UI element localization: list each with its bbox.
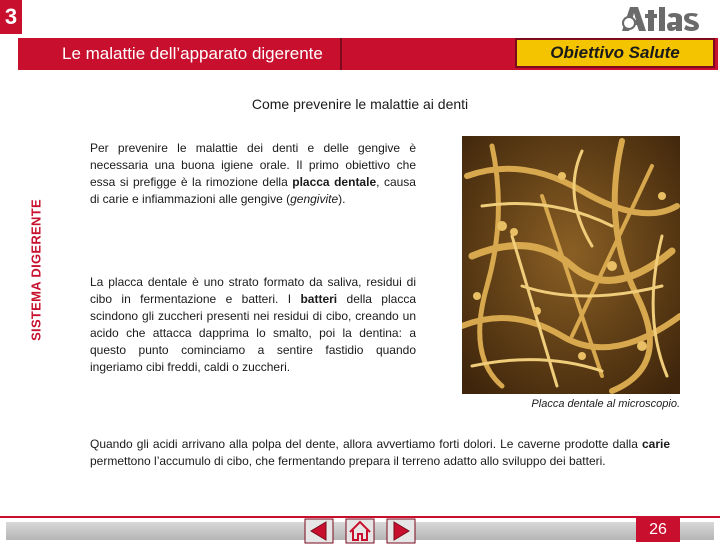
next-arrow-icon <box>386 518 416 544</box>
dental-plaque-photo <box>462 136 680 394</box>
previous-arrow-icon <box>304 518 334 544</box>
paragraph-3: Quando gli acidi arrivano alla polpa del dente, allora avvertiamo forti dolori. Le caverne prodotte dalla carie permettono l’accumulo di cibo, che fermentando prepara il terreno adatto allo sviluppo dei batteri. <box>90 437 670 468</box>
image-caption: Placca dentale al microscopio. <box>531 398 680 410</box>
page-number: 26 <box>636 518 680 542</box>
section-subtitle: Come prevenire le malattie ai denti <box>251 96 469 112</box>
page-title: Le malattie dell’apparato digerente <box>62 44 323 63</box>
next-page-button[interactable] <box>386 518 416 544</box>
home-button[interactable] <box>345 518 375 544</box>
header-divider <box>340 38 342 70</box>
paragraph-2: La placca dentale è uno strato formato da saliva, residui di cibo in fermentazione e batteri. I batteri della placca scindono gli zuccheri presenti nei residui di cibo, creando un acido che attacca dapprima lo smalto, poi la dentina: a questo punto cominciamo a sentire fastidio quando ingeriamo cibi freddi, caldi o zuccheri. <box>90 275 416 374</box>
section-side-label <box>26 170 46 370</box>
chapter-number: 3 <box>0 0 22 34</box>
side-label-text: SISTEMA DIGERENTE <box>28 199 44 341</box>
previous-page-button[interactable] <box>304 518 334 544</box>
goal-badge: Obiettivo Salute <box>515 38 715 68</box>
paragraph-1: Per prevenire le malattie dei denti e delle gengive è necessaria una buona igiene orale. Il primo obiettivo che essa si prefigge è la rimozione della placca dentale, causa di carie e infiammazioni alle gengive (gengivite). <box>90 141 416 206</box>
home-icon <box>345 518 375 544</box>
atlas-logo-icon <box>616 4 712 34</box>
